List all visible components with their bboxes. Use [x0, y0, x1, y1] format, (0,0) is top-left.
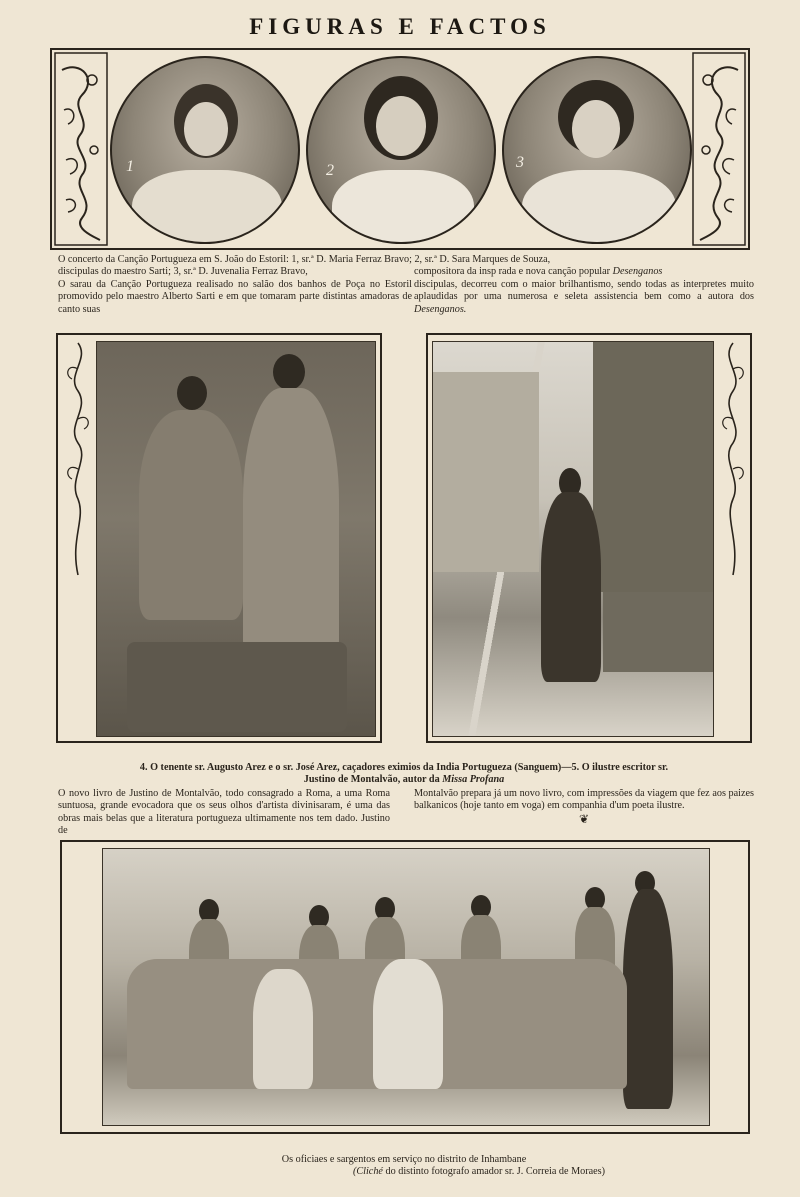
caption-line: O concerto da Canção Portugueza em S. João do Estoril: 1, sr.ª D. Maria Ferraz Bravo; 2, sr.ª D. Sara Marques de Souza,: [58, 254, 551, 265]
portrait-number: 3: [516, 154, 524, 171]
portrait-2: [306, 56, 496, 244]
caption-middle-heading: [56, 762, 752, 787]
art-nouveau-ornament-icon: [52, 50, 110, 248]
caption-line: 4. O tenente sr. Augusto Arez e o sr. José Arez, caçadores eximios da India Portugueza (Sanguem)—5. O ilustre escritor sr.: [139, 762, 669, 773]
caption-top-right: [414, 266, 754, 316]
caption-middle-right: [414, 788, 754, 825]
caption-italic: Missa Profana: [442, 774, 505, 786]
portrait-1: [110, 56, 300, 244]
caption-paragraph: O novo livro de Justino de Montalvão, todo consagrado a Roma, a uma Roma suntuosa, grande evocadora que os seus olhos d'artista divinisaram, é uma das obras mais belas que a literatura portugueza ultimamente nos tem dado. Justino de: [58, 788, 390, 837]
caption-middle-left: [58, 788, 390, 838]
writer-photo-frame: [426, 333, 752, 743]
caption-paragraph: Montalvão prepara já um novo livro, com impressões da viagem que fez aos paizes balkanicos (hoje tanto em voga) em companhia d'um poeta ilustre.: [414, 788, 754, 812]
caption-line: Justino de Montalvão, autor da: [303, 774, 440, 786]
page-title: FIGURAS E FACTOS: [249, 14, 551, 39]
caption-line: compositora da insp rada e nova canção popular: [414, 266, 611, 278]
portrait-number: 1: [126, 158, 134, 175]
caption-paragraph: O sarau da Canção Portugueza realisado no salão dos banhos de Poça no Estoril promovido pelo maestro Alberto Sarti e em que tomaram parte distintas amadoras de canto suas: [58, 278, 412, 315]
hunters-photo-frame: [56, 333, 382, 743]
caption-italic: (Cliché: [352, 1166, 383, 1178]
officers-photo: [102, 848, 710, 1126]
caption-paragraph: discipulas, decorreu com o maior brilhantismo, sendo todas as interpretes muito aplaudidas por uma numerosa e seleta assistencia bem como a autora dos: [414, 278, 754, 303]
officers-photo-frame: [60, 840, 750, 1134]
hunters-photo: [96, 341, 376, 737]
portrait-number: 2: [326, 162, 334, 179]
caption-italic: Desenganos.: [414, 303, 467, 315]
caption-line: discipulas do maestro Sarti; 3, sr.ª D. Juvenalia Ferraz Bravo,: [58, 266, 308, 278]
end-ornament-icon: ❦: [578, 811, 590, 826]
vine-ornament-icon: [716, 339, 750, 579]
caption-line: do distinto fotografo amador sr. J. Correia de Moraes): [385, 1166, 606, 1178]
caption-italic: Desenganos: [612, 266, 663, 278]
portrait-3: [502, 56, 692, 244]
portrait-frame: [50, 48, 750, 250]
caption-line: Os oficiaes e sargentos em serviço no distrito de Inhambane: [281, 1154, 527, 1165]
caption-bottom: [56, 1154, 752, 1179]
art-nouveau-ornament-icon: [690, 50, 748, 248]
vine-ornament-icon: [60, 339, 96, 579]
writer-photo: [432, 341, 714, 737]
